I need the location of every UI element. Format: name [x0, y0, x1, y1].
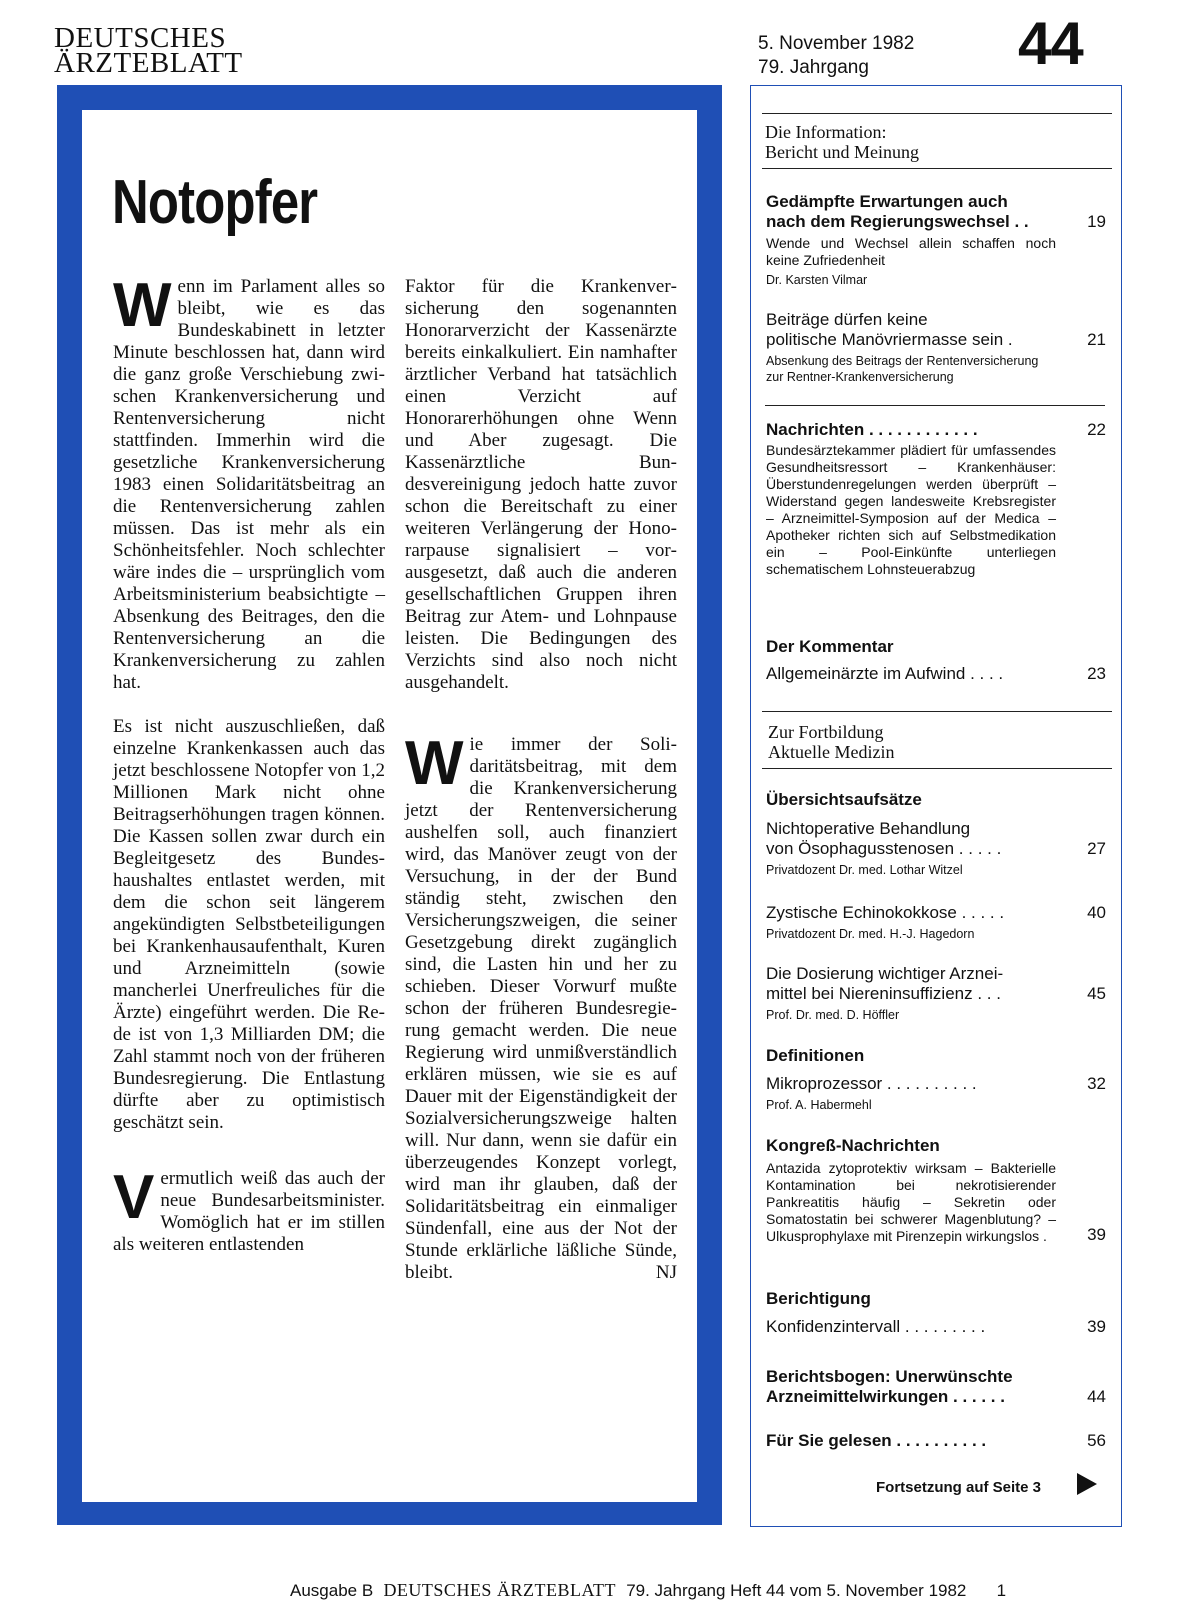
toc-entry[interactable] — [766, 903, 1106, 942]
author-initials: NJ — [655, 1262, 677, 1283]
issue-date-block — [758, 32, 914, 80]
divider — [762, 711, 1112, 712]
entry-author: Prof. Dr. med. D. Höffler — [766, 1008, 900, 1022]
entry-title: Die Dosierung wichtiger Arznei- — [766, 964, 1004, 983]
drop-cap: W — [405, 729, 464, 798]
page-number: 39 — [1087, 1317, 1106, 1336]
entry-description: Antazida zytoprotektiv wirksam – Bakterielle Kontamination bei nekrotisierender Pankreatitis häufig – Sekretin oder Somatostatin bei schwerer Magenblutung? – Ulkusprophylaxe mit Pirenzepin wirkungslos . — [766, 1160, 1056, 1244]
paragraph-1 — [113, 271, 385, 694]
paragraph-2: Es ist nicht auszuschließen, daß einzelne Krankenkassen auch das jetzt beschlossene Notopfer von 1,2 Millionen Mark nicht ohne Beitragserhöhungen tragen können. Die Kassen sollen zwar durch ein Begleitgesetz des Bundeshaushaltes entlastet werden, mit dem die schon seit längerem angekündigten Selbstbeteiligungen bei Krankenhausaufenthalt, Kuren und Arzneimitteln (sowie mancherlei Unerfreuliches für die Ärzte) eingeführt werden. Die Rede ist von 1,3 Milliarden DM; die Zahl stammt noch von der früheren Bundesregierung. Die Entlastung dürfte aber zu optimistisch geschätzt sein. — [113, 716, 385, 1133]
footer-edition: Ausgabe B — [290, 1581, 374, 1600]
toc-entry[interactable] — [766, 192, 1106, 288]
article-column-left — [113, 271, 385, 1278]
page-number: 32 — [1087, 1074, 1106, 1093]
entry-description: Absenkung des Beitrags der Rentenversicherung zur Rentner-Krankenversicherung — [766, 354, 1039, 384]
toc-entry[interactable] — [766, 1046, 1106, 1113]
page-footer — [290, 1580, 1012, 1601]
page-number: 19 — [1087, 212, 1106, 231]
page-number: 44 — [1087, 1387, 1106, 1406]
entry-title: Zystische Echinokokkose . . . . . — [766, 903, 1005, 922]
page-number: 45 — [1087, 984, 1106, 1003]
page-number: 22 — [1087, 420, 1106, 439]
issue-number: 44 — [1018, 10, 1083, 77]
entry-author: Privatdozent Dr. med. Lothar Witzel — [766, 863, 963, 877]
article-column-right — [405, 276, 677, 1306]
divider — [762, 168, 1112, 169]
page-number: 27 — [1087, 839, 1106, 858]
entry-title: von Ösophagusstenosen . . . . . — [766, 839, 1002, 858]
entry-title: Konfidenzintervall . . . . . . . . . — [766, 1317, 986, 1336]
toc-entry[interactable] — [766, 637, 1106, 684]
paragraph-text: ie immer der Solidaritätsbeitrag, mit dem die Krankenversicherung jetzt der Rentenversicherung aushelfen soll, auch finanziert wird, das Manöver zeugt von der Versuchung, in der der Bund ständig steht, zwischen den Versicherungszweigen, die seiner Gesetzgebung direkt zugänglich sind, die Lasten hin und her zu schieben. Dieser Vorwurf mußte schon der früheren Bundesregierung gemacht werden. Die neue Regierung wird unmißverständlich erklären müssen, wie sie es auf Dauer mit der Eigenständigkeit der Sozialversicherungszweige halten will. Nur dann, wenn sie dafür ein überzeugendes Konzept vorlegt, wird man ihr glauben, daß der Solidaritätsbeitrag ein einmaliger Sündenfall, eine aus der Not der Stunde erklärliche läßliche Sünde, bleibt. — [405, 734, 677, 1283]
entry-author: Privatdozent Dr. med. H.-J. Hagedorn — [766, 927, 975, 941]
entry-title: Mikroprozessor . . . . . . . . . . — [766, 1074, 977, 1093]
entry-description: Wende und Wechsel allein schaffen noch keine Zufriedenheit — [766, 235, 1056, 268]
page-number: 40 — [1087, 903, 1106, 922]
entry-category: Übersichtsaufsätze — [766, 790, 922, 809]
page-number: 56 — [1087, 1431, 1106, 1450]
footer-issue-info: 79. Jahrgang Heft 44 vom 5. November 1982 — [626, 1581, 967, 1600]
footer-page-number: 1 — [996, 1581, 1007, 1600]
entry-author: Prof. A. Habermehl — [766, 1098, 872, 1112]
page-number: 39 — [1087, 1225, 1106, 1244]
paragraph-text: enn im Parlament alles so bleibt, wie es das Bundeskabinett in letzter Minute beschlossen hat, dann wird die ganz große Verschiebung zwischen Krankenversicherung und Rentenversicherung nicht stattfinden. Immerhin wird die gesetzliche Krankenversicherung 1983 einen Solidaritätsbeitrag an die Rentenversicherung zahlen müssen. Das ist mehr als ein Schönheitsfehler. Noch schlechter wäre indes die – ursprünglich vom Arbeitsministerium beabsichtigte – Absenkung des Beitrages, den die Rentenversicherung an die Krankenversicherung zu zahlen hat. — [113, 276, 385, 693]
toc-entry[interactable] — [766, 1136, 1106, 1245]
page-number: 23 — [1087, 664, 1106, 683]
toc-entry[interactable] — [766, 1289, 1106, 1337]
section-heading-line: Aktuelle Medizin — [768, 742, 895, 762]
entry-title: Arzneimittelwirkungen . . . . . . — [766, 1387, 1005, 1406]
continued-link[interactable]: Fortsetzung auf Seite 3 — [876, 1479, 1042, 1496]
entry-title: Allgemeinärzte im Aufwind . . . . — [766, 664, 1004, 683]
drop-cap: V — [113, 1163, 155, 1232]
toc-section-medicine — [768, 722, 894, 762]
article-frame — [57, 85, 722, 1525]
section-heading-line: Zur Fortbildung — [768, 722, 884, 742]
paragraph-5 — [405, 729, 677, 1284]
issue-volume: 79. Jahrgang — [758, 57, 869, 78]
paragraph-4: Faktor für die Krankenversicherung den sogenannten Honorarverzicht der Kassenärzte bereits einkalkuliert. Ein namhafter ärztlicher Verband hat tatsächlich einen Verzicht auf Honorarerhöhungen ohne Wenn und Aber zugesagt. Die Kassenärztliche Bundesvereinigung jedoch hatte zuvor schon die Bereitschaft zu einer weiteren Verlängerung der Honorarpause signalisiert – vorausgesetzt, daß auch die anderen gesellschaftlichen Gruppen ihren Beitrag zur Atem- und Lohnpause leisten. Die Bedingungen des Verzichts sind also noch nicht ausgehandelt. — [405, 276, 677, 693]
divider — [765, 405, 1105, 406]
divider — [762, 768, 1112, 769]
page-number: 21 — [1087, 330, 1106, 349]
toc-entry[interactable] — [766, 1367, 1106, 1407]
paragraph-3 — [113, 1163, 385, 1256]
footer-brand: DEUTSCHES ÄRZTEBLATT — [383, 1580, 616, 1600]
entry-category: Kongreß-Nachrichten — [766, 1136, 940, 1155]
paragraph-text: ermutlich weiß das auch der neue Bundesarbeitsminister. Womöglich hat er im stillen als weiteren entlastenden — [113, 1168, 385, 1255]
entry-title: Nichtoperative Behandlung — [766, 819, 971, 838]
entry-title: mittel bei Niereninsuffizienz . . . — [766, 984, 1001, 1003]
section-heading-line: Die Information: — [765, 122, 887, 142]
entry-author: Dr. Karsten Vilmar — [766, 273, 868, 287]
drop-cap: W — [113, 271, 172, 340]
toc-category-overview — [766, 790, 1106, 810]
masthead-line2: ÄRZTEBLATT — [54, 47, 243, 79]
article-title: Notopfer — [112, 168, 318, 237]
masthead-logo — [54, 22, 243, 79]
entry-category: Der Kommentar — [766, 637, 894, 656]
toc-entry[interactable] — [766, 819, 1106, 878]
entry-title: politische Manövriermasse sein . — [766, 330, 1013, 349]
toc-section-information — [765, 122, 919, 162]
entry-description: Bundesärztekammer plädiert für umfassendes Gesundheitsressort – Krankenhäuser: Überstundenregelungen werden überprüft – Widerstand gegen landesweite Krebsregister – Arzneimittel-Symposion auf der Medica – Apotheker richten sich auf Selbstmedikation ein – Pool-Einkünfte unterliegen schematischem Lohnsteuerabzug — [766, 442, 1056, 577]
article-body — [82, 110, 697, 1502]
arrow-right-icon — [1077, 1473, 1097, 1495]
toc-entry[interactable] — [766, 420, 1106, 578]
entry-category: Definitionen — [766, 1046, 865, 1065]
issue-date: 5. November 1982 — [758, 33, 915, 54]
entry-category: Berichtigung — [766, 1289, 871, 1308]
toc-entry[interactable] — [766, 310, 1106, 385]
entry-title: Für Sie gelesen . . . . . . . . . . — [766, 1431, 987, 1450]
divider — [762, 113, 1112, 114]
entry-title: Beiträge dürfen keine — [766, 310, 928, 329]
section-heading-line: Bericht und Meinung — [765, 142, 919, 162]
entry-title: Gedämpfte Erwartungen auch — [766, 192, 1008, 211]
toc-entry[interactable] — [766, 1431, 1106, 1451]
entry-title: Nachrichten . . . . . . . . . . . . — [766, 420, 978, 439]
masthead-line1: DEUTSCHES — [54, 22, 227, 54]
toc-entry[interactable] — [766, 964, 1106, 1023]
entry-title: Berichtsbogen: Unerwünschte — [766, 1367, 1013, 1386]
entry-title: nach dem Regierungswechsel . . — [766, 212, 1029, 231]
